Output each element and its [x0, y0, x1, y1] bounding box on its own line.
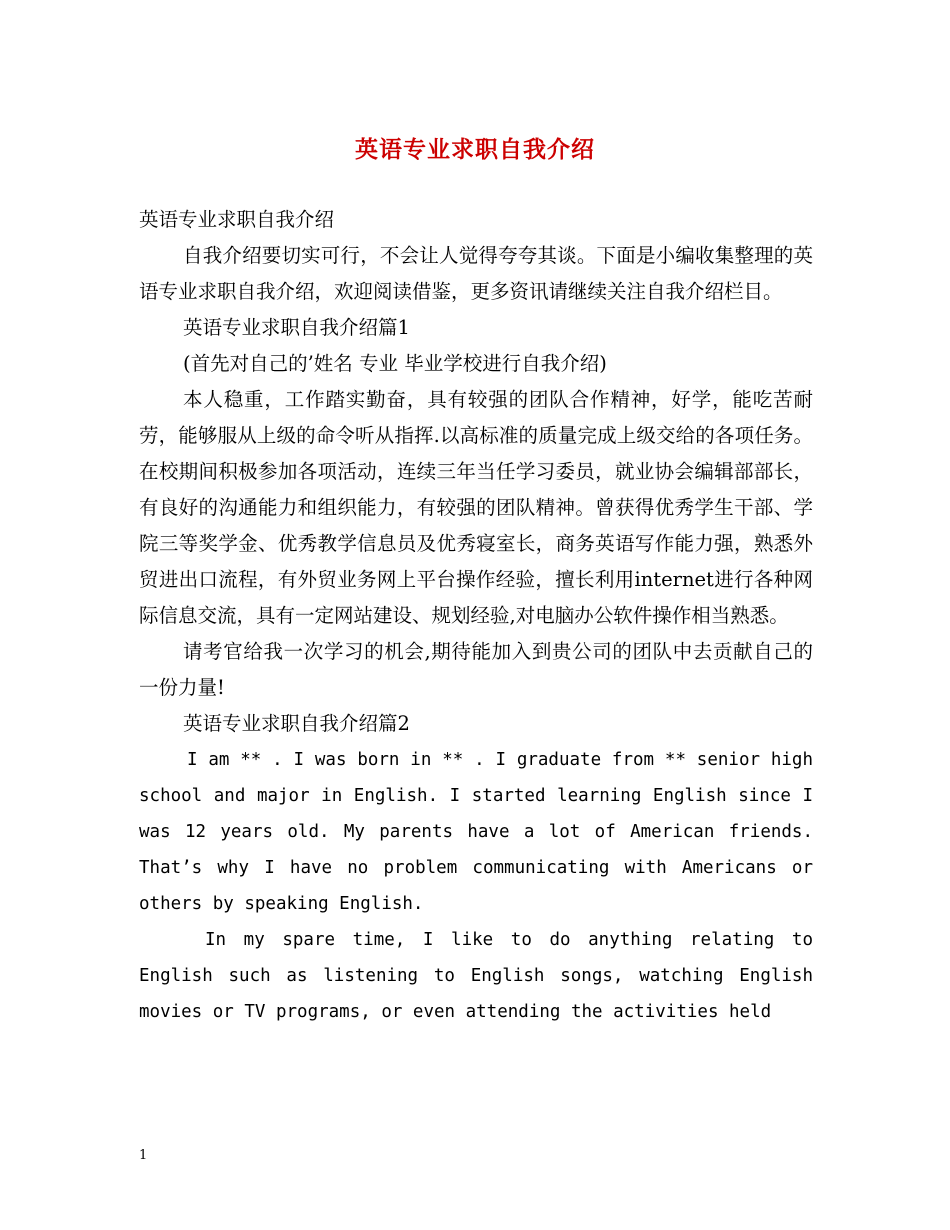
page-number: 1	[139, 1148, 148, 1163]
document-body	[139, 202, 813, 1030]
document-title: 英语专业求职自我介绍	[355, 136, 595, 163]
document-heading: 英语专业求职自我介绍	[139, 208, 335, 231]
section1-paragraph-1: 本人稳重，工作踏实勤奋，具有较强的团队合作精神，好学，能吃苦耐劳，能够服从上级的命令听从指挥.以高标准的质量完成上级交给的各项任务。在校期间积极参加各项活动，连续三年当任学习委员，就业协会编辑部部长，有良好的沟通能力和组织能力，有较强的团队精神。曾获得优秀学生干部、学院三等奖学金、优秀教学信息员及优秀寝室长，商务英语写作能力强，熟悉外贸进出口流程，有外贸业务网上平台操作经验，擅长利用internet进行各种网际信息交流，具有一定网站建设、规划经验,对电脑办公软件操作相当熟悉。	[139, 388, 813, 627]
section2-title: 英语专业求职自我介绍篇2	[183, 712, 410, 735]
section1-note: (首先对自己的’姓名 专业 毕业学校进行自我介绍)	[183, 352, 607, 375]
section1-title: 英语专业求职自我介绍篇1	[183, 316, 410, 339]
section2-paragraph-1: I am ** . I was born in ** . I graduate from ** senior high school and major in English. I started learning English since I was 12 years old. My parents have a lot of American friends. That’s why I have no problem communicating with Americans or others by speaking English.	[139, 750, 813, 914]
intro-paragraph: 自我介绍要切实可行，不会让人觉得夸夸其谈。下面是小编收集整理的英语专业求职自我介绍，欢迎阅读借鉴，更多资讯请继续关注自我介绍栏目。	[139, 244, 813, 303]
section1-paragraph-2: 请考官给我一次学习的机会,期待能加入到贵公司的团队中去贡献自己的一份力量!	[139, 640, 813, 699]
section2-paragraph-2: In my spare time, I like to do anything relating to English such as listening to English songs, watching English movies or TV programs, or even attending the activities held	[139, 930, 813, 1022]
